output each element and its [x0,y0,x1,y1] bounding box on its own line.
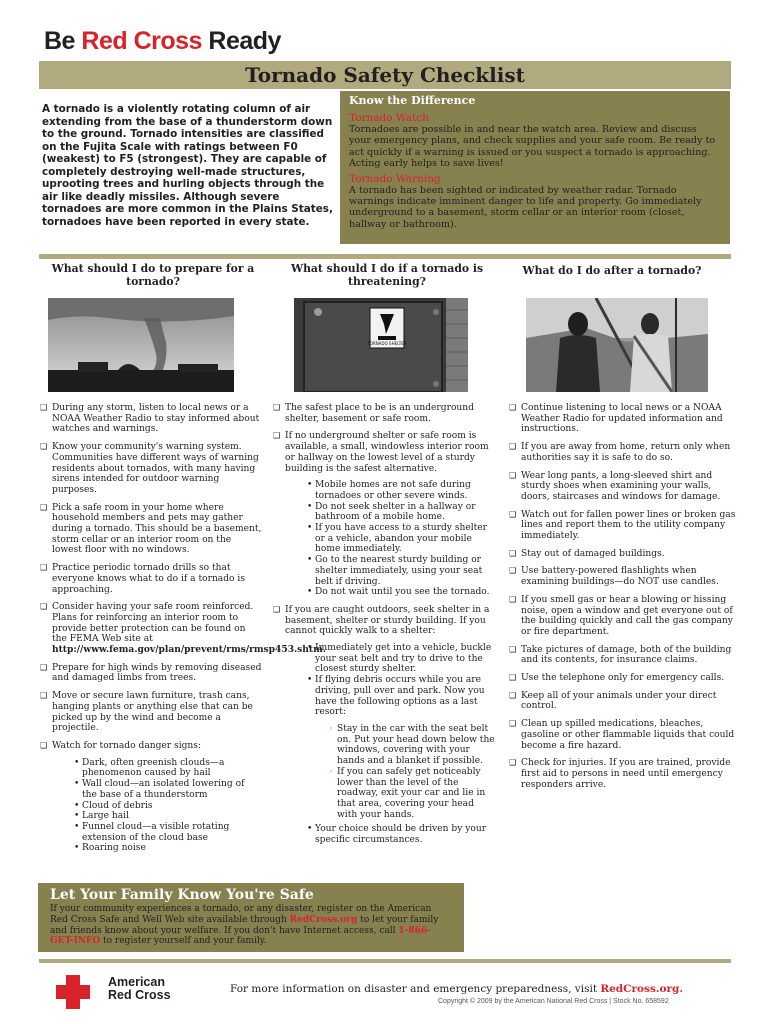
list-item: ❑ Prepare for high winds by removing diseased and damaged limbs from trees. [40,663,262,684]
list-item: ❑ The safest place to be is an underground shelter, basement or safe room. [273,403,495,424]
shelter-sign: TORNADO SHELTER [367,341,407,346]
list-item: ❑ Take pictures of damage, both of the building and its contents, for insurance claims. [509,645,741,666]
sub-item: • Go to the nearest sturdy building or shelter immediately, using your seat belt if driving. [307,555,495,587]
phone-number[interactable]: 1-866-GET-INFO [50,925,431,947]
sub-item: • Wall cloud—an isolated lowering of the base of a thunderstorm [74,779,262,800]
more-info-line [230,983,683,995]
family-text [50,904,452,947]
aftermath-photo [526,298,708,392]
list-item [40,741,262,854]
sub-item: • If you have access to a sturdy shelter or a vehicle, abandon your mobile home immediately. [307,523,495,555]
tornado-photo [48,298,234,392]
redcross-link[interactable]: RedCross.org [289,914,358,925]
sub-item: • Immediately get into a vehicle, buckle your seat belt and try to drive to the closest sturdy shelter. [307,643,495,675]
page-title: Tornado Safety Checklist [245,63,525,87]
after-column [509,403,741,797]
list-item: ❑ If you are away from home, return only when authorities say it is safe to do so. [509,442,741,463]
list-item: ❑ Watch out for fallen power lines or broken gas lines and report them to the utility company immediately. [509,510,741,542]
list-item: ❑ During any storm, listen to local news or a NOAA Weather Radio to stay informed about watches and warnings. [40,403,262,435]
item-text: Watch for tornado danger signs: [52,740,202,751]
list-item [273,605,495,846]
sub-item: • Do not seek shelter in a hallway or bathroom of a mobile home. [307,502,495,523]
sub-item: • Funnel cloud—a visible rotating extension of the cloud base [74,822,262,843]
section-divider [39,254,731,259]
sub-item [307,675,495,820]
item-text: Consider having your safe room reinforced. Plans for reinforcing an interior room to provide better protection can be found on the FEMA Web site at [52,602,254,645]
sub-sub-item: ◦ Stay in the car with the seat belt on. Put your head down below the windows, covering with your hands and a blanket if possible. [329,724,495,767]
family-text-3: to register yourself and your family. [103,936,267,947]
brand-ready: Ready [208,27,281,55]
org-line-2: Red Cross [108,988,171,1002]
threatening-column [273,403,495,853]
prepare-heading: What should I do to prepare for a tornado? [51,262,255,288]
list-item: ❑ Keep all of your animals under your direct control. [509,691,741,712]
org-line-1: American [108,975,165,989]
list-item: ❑ Clean up spilled medications, bleaches, gasoline or other flammable liquids that could become a fire hazard. [509,719,741,751]
list-item: ❑ Pick a safe room in your home where household members and pets may gather during a tornado. This should be a basement, storm cellar or an interior room on the lowest floor with no windows. [40,503,262,557]
know-difference-box [340,91,730,244]
know-difference-heading: Know the Difference [349,94,476,107]
list-item: ❑ Use the telephone only for emergency calls. [509,673,741,684]
sub-item: • Do not wait until you see the tornado. [307,587,495,598]
prepare-column [40,403,326,861]
list-item [40,602,326,656]
list-item: ❑ Know your community's warning system. Communities have different ways of warning residents about tornados, with many having sirens intended for outdoor warning purposes. [40,442,262,496]
item-text: If no underground shelter or safe room is available, a small, windowless interior room or hallway on the lowest level of a sturdy building is the safest alternative. [285,431,489,474]
shelter-door-photo [294,298,468,392]
sub-item: • Large hail [74,811,262,822]
list-item: ❑ Move or secure lawn furniture, trash cans, hanging plants or anything else that can be picked up by the wind and become a projectile. [40,691,262,734]
sub-item-text: If flying debris occurs while you are driving, pull over and park. Now you have the following options as a last resort: [315,675,485,718]
sub-item: • Mobile homes are not safe during tornadoes or other severe winds. [307,480,495,501]
list-item: ❑ Check for injuries. If you are trained, provide first aid to persons in need until emergency responders arrive. [509,758,741,790]
org-name [108,976,171,1002]
list-item: ❑ Continue listening to local news or a NOAA Weather Radio for updated information and instructions. [509,403,741,435]
red-cross-icon [52,975,94,1013]
sub-item: • Dark, often greenish clouds—a phenomenon caused by hail [74,758,262,779]
after-heading: What do I do after a tornado? [522,264,702,277]
family-heading: Let Your Family Know You're Safe [50,887,314,903]
brand-be: Be [44,27,75,55]
threatening-heading: What should I do if a tornado is threatening? [290,262,484,288]
item-text: If you are caught outdoors, seek shelter in a basement, shelter or sturdy building. If you cannot quickly walk to a shelter: [285,604,490,637]
copyright: Copyright © 2009 by the American National Red Cross | Stock No. 658592 [438,998,669,1005]
brand-red-cross: Red Cross [81,27,202,55]
warning-text: A tornado has been sighted or indicated by weather radar. Tornado warnings indicate imminent danger to life and property. Go immediately underground to a basement, storm cellar or an interior room (closet, hallway or bathroom). [349,184,702,230]
list-item: ❑ Use battery-powered flashlights when examining buildings—do NOT use candles. [509,566,741,587]
warning-title: Tornado Warning [349,172,441,185]
list-item: ❑ Practice periodic tornado drills so that everyone knows what to do if a tornado is approaching. [40,563,262,595]
brand-logo-text [44,27,281,56]
sub-item: • Roaring noise [74,843,262,854]
list-item: ❑ Wear long pants, a long-sleeved shirt and sturdy shoes when examining your walls, doors, staircases and windows for damage. [509,471,741,503]
watch-text: Tornadoes are possible in and near the watch area. Review and discuss your emergency plans, and check supplies and your safe room. Be ready to act quickly if a warning is issued or you suspect a tornado is approaching. Acting early helps to save lives! [349,124,716,170]
list-item [273,431,495,598]
title-bar [39,61,731,89]
fema-link[interactable]: http://www.fema.gov/plan/prevent/rms/rmsp453.shtm. [52,644,326,656]
family-safe-box [38,883,464,952]
more-info-text: For more information on disaster and emergency preparedness, visit [230,983,598,995]
intro-paragraph: A tornado is a violently rotating column of air extending from the base of a thunderstorm down to the ground. Tornado intensities are classified on the Fujita Scale with ratings between F0 (weakest) to F5 (strongest). They are capable of completely destroying well-made structures, uprooting trees and hurling objects through the air like deadly missiles. Although severe tornadoes are more common in the Plains States, tornadoes have been reported in every state. [42,103,333,228]
sub-item: • Cloud of debris [74,801,262,812]
footer-divider [39,959,731,963]
list-item: ❑ Stay out of damaged buildings. [509,549,741,560]
family-text-1: If your community experiences a tornado, or any disaster, register on the American Red Cross Safe and Well Web site available through [50,904,432,925]
watch-title: Tornado Watch [349,112,429,124]
more-info-link[interactable]: RedCross.org. [600,983,684,995]
sub-sub-item: ◦ If you can safely get noticeably lower than the level of the roadway, exit your car and lie in that area, covering your head with your hands. [329,767,495,821]
list-item: ❑ If you smell gas or hear a blowing or hissing noise, open a window and get everyone out of the building quickly and call the gas company or fire department. [509,595,741,638]
sub-item: • Your choice should be driven by your specific circumstances. [307,824,495,845]
family-text-2: to let your family and friends know about your welfare. If you don't have Internet access, call [50,914,439,936]
